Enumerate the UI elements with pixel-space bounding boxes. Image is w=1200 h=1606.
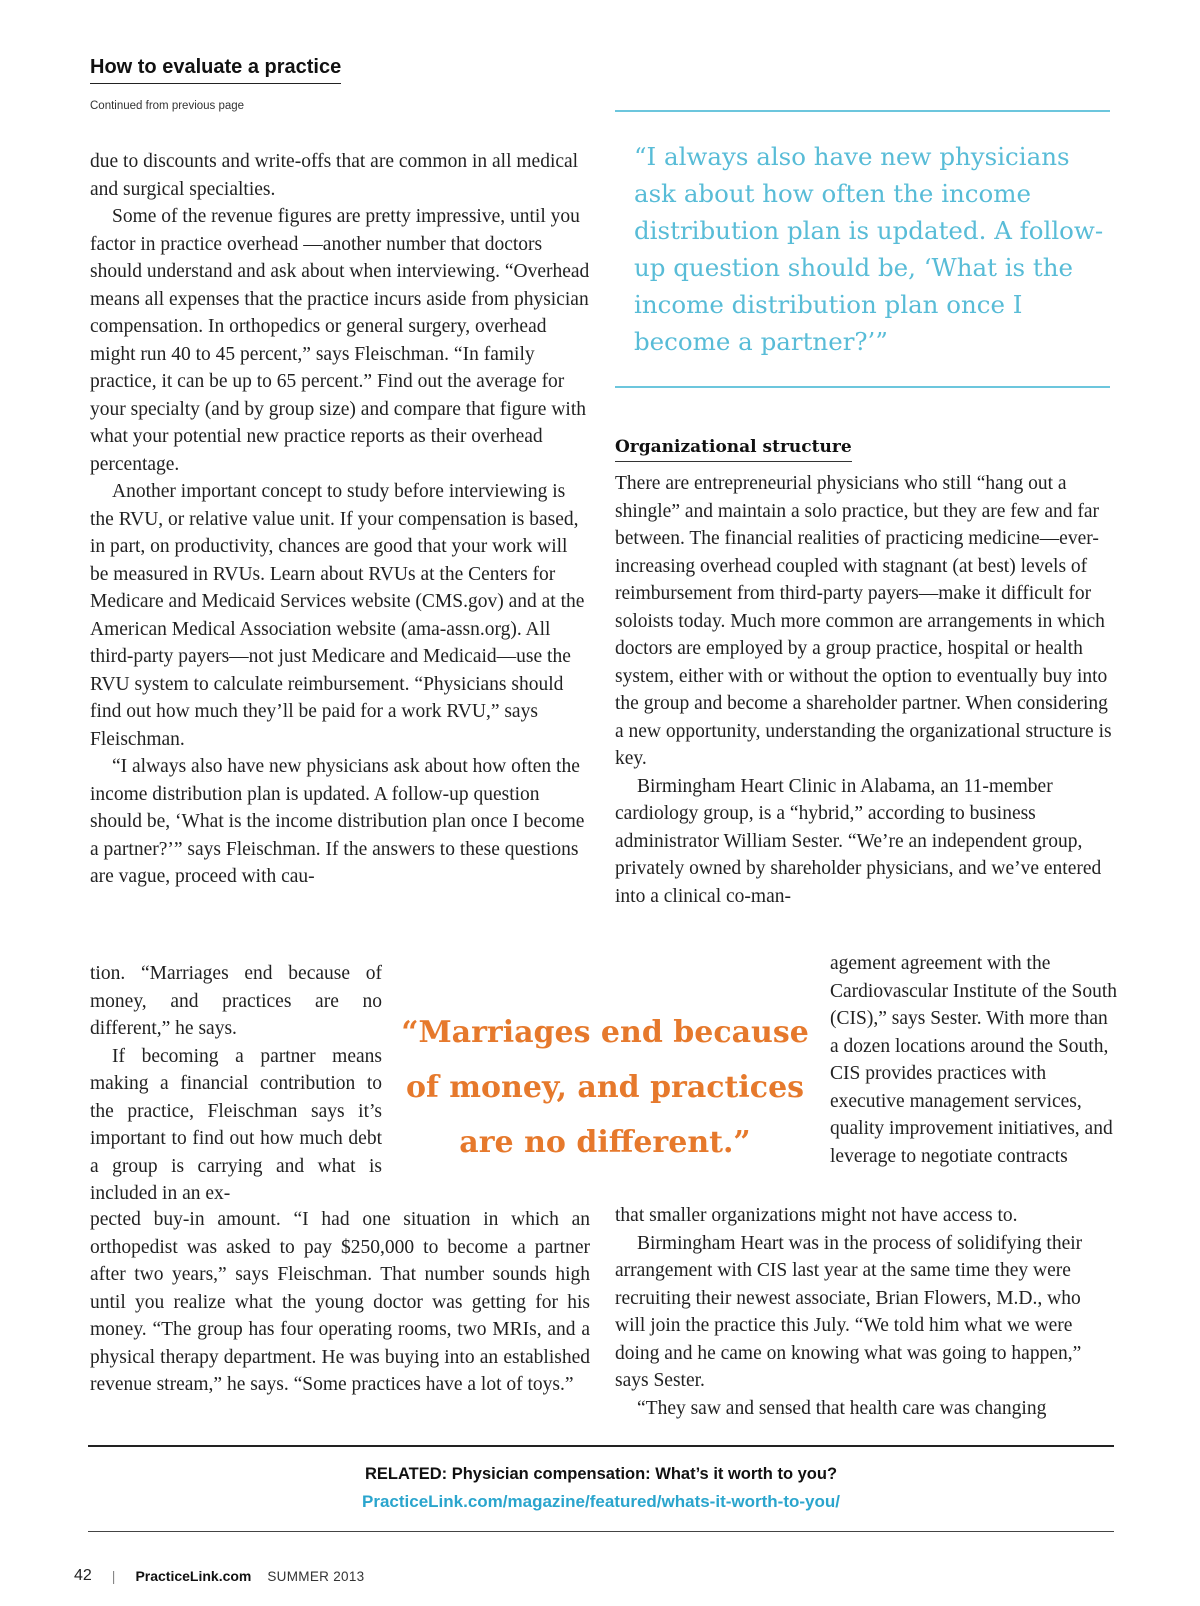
paragraph: Some of the revenue figures are pretty impressive, until you factor in practice overhead —another number that doctors should understand and ask about when interviewing. “Overhead means all expenses that the practice incurs aside from physician compensation. In orthopedics or general surgery, overhead might run 40 to 45 percent,” says Fleischman. “In family practice, it can be up to 65 percent.” Find out the average for your specialty (and by group size) and compare that figure with what your potential new practice reports as their overhead percentage. (90, 206, 590, 475)
page-number: 42 (74, 1567, 92, 1584)
footer-site: PracticeLink.com (135, 1568, 252, 1584)
page-footer (74, 1567, 364, 1585)
paragraph: that smaller organizations might not have access to. (615, 1205, 1018, 1226)
subsection-heading: Organizational structure (615, 437, 852, 462)
paragraph: Birmingham Heart was in the process of solidifying their arrangement with CIS last year at the same time they were recruiting their newest associate, Brian Flowers, M.D., who will join the practice this July. “We told him what we were doing and he came on knowing what was going to happen,” says Sester. (615, 1232, 1083, 1391)
paragraph: agement agreement with the Cardiovascular Institute of the South (CIS),” says Sester. With more than a dozen locations around the South, CIS provides practices with executive management services, quality improvement initiatives, and leverage to negotiate contracts (830, 953, 1118, 1167)
paragraph: pected buy-in amount. “I had one situation in which an orthopedist was asked to pay $250,000 to become a partner after two years,” says Fleischman. That number sounds high until you realize what the young doctor was getting for his money. “The group has four operating rooms, two MRIs, and a physical therapy department. He was buying into an established revenue stream,” he says. “Some practices have a lot of toys.” (90, 1209, 590, 1395)
pullquote-rule-top (615, 110, 1110, 112)
paragraph: “I always also have new physicians ask about how often the income distribution plan is updated. A follow-up question should be, ‘What is the income distribution plan once I become a partner?’” says Fleischman. If the answers to these questions are vague, proceed with cau- (90, 756, 585, 887)
footer-separator: | (111, 1568, 116, 1584)
related-rule-top (88, 1445, 1114, 1447)
continued-note: Continued from previous page (90, 100, 245, 112)
paragraph: Another important concept to study before interviewing is the RVU, or relative value unit. If your compensation is based, in part, on productivity, chances are good that your work will be measured in RVUs. Learn about RVUs at the Centers for Medicare and Medicaid Services website (CMS.gov) and at the American Medical Association website (ama-assn.org). All third-party payers—not just Medicare and Medicaid—use the RVU system to calculate reimbursement. “Physicians should find out how much they’ll be paid for a work RVU,” says Fleischman. (90, 481, 585, 750)
paragraph: “They saw and sensed that health care was changing (637, 1397, 1047, 1419)
paragraph: tion. “Marriages end because of money, and practices are no different,” he says. (90, 963, 382, 1039)
footer-issue: SUMMER 2013 (267, 1568, 365, 1584)
paragraph: There are entrepreneurial physicians who still “hang out a shingle” and maintain a solo practice, but they are few and far between. The financial realities of practicing medicine—ever-increasing overhead coupled with stagnant (at best) levels of reimbursement from third-party payers—make it difficult for soloists today. Much more common are arrangements in which doctors are employed by a group practice, hospital or health system, either with or without the option to eventually buy into the group and become a shareholder partner. When considering a new opportunity, understanding the organizational structure is key. (615, 473, 1112, 769)
related-label: RELATED: Physician compensation: What’s it worth to you? (364, 1465, 838, 1483)
left-wrap-column (90, 960, 382, 1208)
related-rule-bottom (88, 1531, 1114, 1532)
related-link[interactable]: PracticeLink.com/magazine/featured/whats-it-worth-to-you/ (362, 1492, 840, 1511)
pull-quote-orange: “Marriages end because of money, and practices are no different.” (401, 1015, 809, 1160)
right-column-continued (615, 1202, 1115, 1422)
pull-quote-blue: “I always also have new physicians ask about how often the income distribution plan is updated. A follow-up question should be, ‘What is the income distribution plan once I become a partner?’” (634, 142, 1104, 356)
paragraph: If becoming a partner means making a financial contribution to the practice, Fleischman says it’s important to find out how much debt a group is carrying and what is included in an ex- (90, 1045, 382, 1204)
paragraph: due to discounts and write-offs that are common in all medical and surgical specialties. (90, 151, 579, 200)
right-column (615, 470, 1115, 910)
pullquote-rule-bottom (615, 386, 1110, 388)
paragraph: Birmingham Heart Clinic in Alabama, an 11-member cardiology group, is a “hybrid,” according to business administrator William Sester. “We’re an independent group, privately owned by shareholder physicians, and we’ve entered into a clinical co-man- (615, 775, 1102, 907)
section-title: How to evaluate a practice (90, 56, 341, 84)
left-column-continued (90, 1206, 590, 1399)
left-column (90, 148, 590, 891)
right-wrap-column (830, 950, 1120, 1170)
